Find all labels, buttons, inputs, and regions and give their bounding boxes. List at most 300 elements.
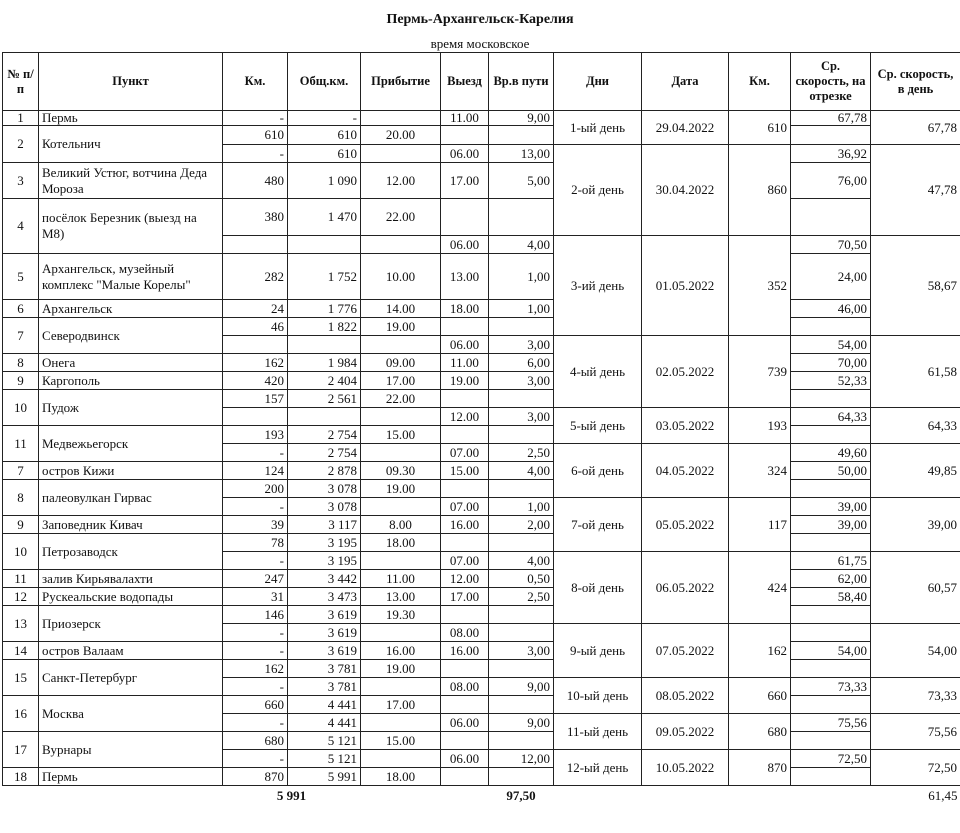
day-km: 860 — [729, 145, 791, 236]
day-label: 12-ый день — [554, 750, 642, 786]
point-name: Котельнич — [39, 126, 223, 163]
travel-time: 1,00 — [489, 254, 554, 300]
day-date: 04.05.2022 — [642, 444, 729, 498]
total-km-cell: 5 991 — [288, 768, 361, 786]
total-travel-time: 97,50 — [489, 786, 554, 806]
travel-time: 5,00 — [489, 163, 554, 199]
segment-km: 660 — [223, 696, 288, 714]
segment-km: - — [223, 714, 288, 732]
segment-speed: 75,56 — [791, 714, 871, 732]
arrival-time: 19.00 — [361, 480, 441, 498]
departure-time: 07.00 — [441, 444, 489, 462]
travel-time — [489, 606, 554, 624]
header-km: Км. — [223, 53, 288, 111]
arrival-time — [361, 336, 441, 354]
arrival-time: 19.30 — [361, 606, 441, 624]
total-km-cell: 1 090 — [288, 163, 361, 199]
arrival-time — [361, 714, 441, 732]
arrival-time — [361, 498, 441, 516]
total-km-cell: 3 619 — [288, 606, 361, 624]
point-number: 16 — [3, 696, 39, 732]
table-row — [3, 570, 960, 588]
arrival-time: 09.30 — [361, 462, 441, 480]
point-number: 3 — [3, 163, 39, 199]
day-label: 8-ой день — [554, 552, 642, 624]
departure-time: 16.00 — [441, 516, 489, 534]
total-km-cell: 3 781 — [288, 678, 361, 696]
point-number: 8 — [3, 480, 39, 516]
arrival-time: 11.00 — [361, 570, 441, 588]
segment-km: - — [223, 111, 288, 126]
total-km-cell: 2 561 — [288, 390, 361, 408]
day-label: 2-ой день — [554, 145, 642, 236]
total-km-cell: 2 754 — [288, 444, 361, 462]
day-date: 02.05.2022 — [642, 336, 729, 408]
table-row — [3, 588, 960, 606]
table-row — [3, 660, 960, 678]
point-name: остров Валаам — [39, 642, 223, 660]
day-km: 660 — [729, 678, 791, 714]
departure-time — [441, 660, 489, 678]
day-km: 117 — [729, 498, 791, 552]
point-name: Архангельск, музейный комплекс "Малые Корелы" — [39, 254, 223, 300]
departure-time: 06.00 — [441, 714, 489, 732]
header-total-km: Общ.км. — [288, 53, 361, 111]
segment-speed: 70,00 — [791, 354, 871, 372]
day-speed: 39,00 — [871, 498, 960, 552]
day-label: 1-ый день — [554, 111, 642, 145]
day-label: 10-ый день — [554, 678, 642, 714]
departure-time: 19.00 — [441, 372, 489, 390]
departure-time: 12.00 — [441, 570, 489, 588]
point-name: Великий Устюг, вотчина Деда Мороза — [39, 163, 223, 199]
arrival-time — [361, 236, 441, 254]
arrival-time — [361, 624, 441, 642]
segment-speed — [791, 390, 871, 408]
travel-time — [489, 534, 554, 552]
day-speed: 61,58 — [871, 336, 960, 408]
day-km: 680 — [729, 714, 791, 750]
segment-km: 870 — [223, 768, 288, 786]
day-speed: 73,33 — [871, 678, 960, 714]
travel-time — [489, 199, 554, 236]
segment-speed: 70,50 — [791, 236, 871, 254]
day-speed: 58,67 — [871, 236, 960, 336]
arrival-time: 16.00 — [361, 642, 441, 660]
arrival-time — [361, 145, 441, 163]
travel-time: 4,00 — [489, 462, 554, 480]
segment-speed: 62,00 — [791, 570, 871, 588]
travel-time: 1,00 — [489, 300, 554, 318]
table-row — [3, 300, 960, 318]
segment-speed: 46,00 — [791, 300, 871, 318]
departure-time: 08.00 — [441, 624, 489, 642]
travel-time — [489, 126, 554, 145]
total-km-cell: - — [288, 111, 361, 126]
segment-speed: 24,00 — [791, 254, 871, 300]
day-date: 29.04.2022 — [642, 111, 729, 145]
segment-speed: 61,75 — [791, 552, 871, 570]
header-arrival: Прибытие — [361, 53, 441, 111]
segment-km — [223, 236, 288, 254]
segment-speed — [791, 480, 871, 498]
segment-speed: 54,00 — [791, 642, 871, 660]
day-km: 610 — [729, 111, 791, 145]
day-label: 11-ый день — [554, 714, 642, 750]
point-name: остров Кижи — [39, 462, 223, 480]
departure-time: 18.00 — [441, 300, 489, 318]
document-title: Пермь-Архангельск-Карелия — [386, 12, 574, 27]
segment-speed: 54,00 — [791, 336, 871, 354]
departure-time — [441, 318, 489, 336]
total-km-cell: 610 — [288, 145, 361, 163]
travel-time: 4,00 — [489, 236, 554, 254]
table-row — [3, 354, 960, 372]
total-km-cell: 4 441 — [288, 696, 361, 714]
arrival-time: 10.00 — [361, 254, 441, 300]
travel-time: 9,00 — [489, 714, 554, 732]
segment-km: 380 — [223, 199, 288, 236]
arrival-time: 22.00 — [361, 390, 441, 408]
day-date: 07.05.2022 — [642, 624, 729, 678]
totals-row — [3, 786, 960, 806]
header-departure: Выезд — [441, 53, 489, 111]
segment-speed — [791, 696, 871, 714]
day-date: 01.05.2022 — [642, 236, 729, 336]
point-number: 18 — [3, 768, 39, 786]
day-km: 739 — [729, 336, 791, 408]
departure-time — [441, 732, 489, 750]
table-row — [3, 254, 960, 300]
total-km-cell: 2 404 — [288, 372, 361, 390]
travel-time — [489, 426, 554, 444]
point-name: Северодвинск — [39, 318, 223, 354]
point-name: Медвежьегорск — [39, 426, 223, 462]
arrival-time: 19.00 — [361, 660, 441, 678]
segment-speed: 39,00 — [791, 516, 871, 534]
segment-speed — [791, 426, 871, 444]
table-row — [3, 606, 960, 624]
day-date: 10.05.2022 — [642, 750, 729, 786]
average-speed: 61,45 — [871, 786, 960, 806]
segment-speed — [791, 534, 871, 552]
travel-time: 3,00 — [489, 408, 554, 426]
table-row — [3, 480, 960, 498]
day-label: 3-ий день — [554, 236, 642, 336]
total-km-cell: 3 078 — [288, 480, 361, 498]
point-name: Петрозаводск — [39, 534, 223, 570]
day-date: 05.05.2022 — [642, 498, 729, 552]
day-speed: 67,78 — [871, 111, 960, 145]
departure-time — [441, 696, 489, 714]
departure-time: 06.00 — [441, 750, 489, 768]
day-label: 7-ой день — [554, 498, 642, 552]
departure-time: 13.00 — [441, 254, 489, 300]
header-segment-speed: Ср. скорость, на отрезке — [791, 53, 871, 111]
table-row — [3, 126, 960, 145]
segment-km: - — [223, 145, 288, 163]
table-row — [3, 642, 960, 660]
point-name: Пермь — [39, 111, 223, 126]
arrival-time: 17.00 — [361, 696, 441, 714]
arrival-time: 09.00 — [361, 354, 441, 372]
segment-km: 31 — [223, 588, 288, 606]
travel-time: 2,50 — [489, 588, 554, 606]
header-date: Дата — [642, 53, 729, 111]
departure-time: 17.00 — [441, 163, 489, 199]
point-name: палеовулкан Гирвас — [39, 480, 223, 516]
day-date: 30.04.2022 — [642, 145, 729, 236]
day-speed: 49,85 — [871, 444, 960, 498]
travel-time — [489, 480, 554, 498]
table-row — [3, 768, 960, 786]
total-km-cell: 3 619 — [288, 642, 361, 660]
arrival-time: 17.00 — [361, 372, 441, 390]
itinerary-table — [2, 52, 960, 806]
table-row — [3, 516, 960, 534]
day-km: 162 — [729, 624, 791, 678]
segment-km — [223, 408, 288, 426]
day-km: 352 — [729, 236, 791, 336]
total-km-cell — [288, 408, 361, 426]
arrival-time — [361, 408, 441, 426]
departure-time — [441, 390, 489, 408]
arrival-time: 14.00 — [361, 300, 441, 318]
departure-time: 06.00 — [441, 336, 489, 354]
day-km: 424 — [729, 552, 791, 624]
arrival-time: 19.00 — [361, 318, 441, 336]
header-num: № п/п — [3, 53, 39, 111]
point-name: Заповедник Кивач — [39, 516, 223, 534]
departure-time — [441, 426, 489, 444]
segment-speed: 76,00 — [791, 163, 871, 199]
total-km-cell — [288, 336, 361, 354]
point-name: Пудож — [39, 390, 223, 426]
point-name: Пермь — [39, 768, 223, 786]
segment-km: - — [223, 444, 288, 462]
point-number: 4 — [3, 199, 39, 254]
departure-time: 16.00 — [441, 642, 489, 660]
point-name: Архангельск — [39, 300, 223, 318]
travel-time — [489, 696, 554, 714]
total-km-cell: 3 078 — [288, 498, 361, 516]
segment-km: 162 — [223, 354, 288, 372]
point-number: 13 — [3, 606, 39, 642]
table-row — [3, 163, 960, 199]
travel-time — [489, 732, 554, 750]
point-number: 7 — [3, 318, 39, 354]
day-date: 03.05.2022 — [642, 408, 729, 444]
point-number: 12 — [3, 588, 39, 606]
segment-speed — [791, 318, 871, 336]
departure-time — [441, 199, 489, 236]
segment-speed — [791, 126, 871, 145]
point-number: 17 — [3, 732, 39, 768]
table-row — [3, 318, 960, 336]
document-subtitle: время московское — [430, 36, 530, 51]
departure-time — [441, 768, 489, 786]
table-row — [3, 111, 960, 126]
segment-km: 157 — [223, 390, 288, 408]
total-km-cell: 4 441 — [288, 714, 361, 732]
departure-time — [441, 606, 489, 624]
segment-speed — [791, 768, 871, 786]
table-row — [3, 534, 960, 552]
departure-time: 12.00 — [441, 408, 489, 426]
travel-time — [489, 660, 554, 678]
arrival-time: 13.00 — [361, 588, 441, 606]
total-km-cell: 3 195 — [288, 534, 361, 552]
departure-time — [441, 534, 489, 552]
travel-time: 3,00 — [489, 372, 554, 390]
segment-km: 46 — [223, 318, 288, 336]
travel-time: 1,00 — [489, 498, 554, 516]
day-speed: 47,78 — [871, 145, 960, 236]
total-km-cell: 1 752 — [288, 254, 361, 300]
total-km-cell: 3 473 — [288, 588, 361, 606]
arrival-time: 18.00 — [361, 534, 441, 552]
point-name: Санкт-Петербург — [39, 660, 223, 696]
departure-time: 06.00 — [441, 145, 489, 163]
segment-speed: 36,92 — [791, 145, 871, 163]
table-row — [3, 372, 960, 390]
segment-km: 39 — [223, 516, 288, 534]
segment-km: - — [223, 678, 288, 696]
segment-km: 420 — [223, 372, 288, 390]
travel-time: 9,00 — [489, 111, 554, 126]
departure-time: 06.00 — [441, 236, 489, 254]
segment-speed: 72,50 — [791, 750, 871, 768]
day-speed: 60,57 — [871, 552, 960, 624]
travel-time — [489, 390, 554, 408]
departure-time: 11.00 — [441, 111, 489, 126]
day-km: 193 — [729, 408, 791, 444]
table-body — [3, 111, 960, 786]
total-km-cell: 3 781 — [288, 660, 361, 678]
departure-time — [441, 480, 489, 498]
travel-time: 6,00 — [489, 354, 554, 372]
day-speed: 75,56 — [871, 714, 960, 750]
segment-km: - — [223, 498, 288, 516]
table-row — [3, 199, 960, 236]
total-km-cell: 1 822 — [288, 318, 361, 336]
segment-km: - — [223, 750, 288, 768]
point-number: 14 — [3, 642, 39, 660]
arrival-time: 15.00 — [361, 426, 441, 444]
point-number: 15 — [3, 660, 39, 696]
arrival-time — [361, 552, 441, 570]
day-label: 4-ый день — [554, 336, 642, 408]
day-label: 9-ый день — [554, 624, 642, 678]
total-km-cell: 1 470 — [288, 199, 361, 236]
point-name: Каргополь — [39, 372, 223, 390]
day-km: 870 — [729, 750, 791, 786]
arrival-time: 22.00 — [361, 199, 441, 236]
arrival-time: 12.00 — [361, 163, 441, 199]
table-row — [3, 390, 960, 408]
segment-speed — [791, 624, 871, 642]
arrival-time — [361, 678, 441, 696]
segment-speed: 73,33 — [791, 678, 871, 696]
segment-km: 610 — [223, 126, 288, 145]
total-km-cell: 3 619 — [288, 624, 361, 642]
total-km-cell: 2 878 — [288, 462, 361, 480]
segment-km: 247 — [223, 570, 288, 588]
segment-km: 480 — [223, 163, 288, 199]
travel-time: 9,00 — [489, 678, 554, 696]
point-name: залив Кирьявалахти — [39, 570, 223, 588]
table-row — [3, 462, 960, 480]
point-name: Онега — [39, 354, 223, 372]
segment-speed: 39,00 — [791, 498, 871, 516]
day-date: 08.05.2022 — [642, 678, 729, 714]
travel-time: 2,50 — [489, 444, 554, 462]
segment-km: 282 — [223, 254, 288, 300]
departure-time: 07.00 — [441, 552, 489, 570]
segment-speed: 49,60 — [791, 444, 871, 462]
point-number: 11 — [3, 426, 39, 462]
segment-speed — [791, 660, 871, 678]
table-row — [3, 732, 960, 750]
segment-km: 124 — [223, 462, 288, 480]
departure-time: 15.00 — [441, 462, 489, 480]
segment-km: 200 — [223, 480, 288, 498]
day-speed: 72,50 — [871, 750, 960, 786]
point-name: Вурнары — [39, 732, 223, 768]
segment-km: 162 — [223, 660, 288, 678]
travel-time — [489, 768, 554, 786]
segment-km: 24 — [223, 300, 288, 318]
day-speed: 64,33 — [871, 408, 960, 444]
travel-time — [489, 624, 554, 642]
travel-time: 4,00 — [489, 552, 554, 570]
segment-km — [223, 336, 288, 354]
total-km-cell: 610 — [288, 126, 361, 145]
day-km: 324 — [729, 444, 791, 498]
segment-speed: 64,33 — [791, 408, 871, 426]
segment-speed: 67,78 — [791, 111, 871, 126]
point-number: 11 — [3, 570, 39, 588]
header-day-km: Км. — [729, 53, 791, 111]
arrival-time — [361, 750, 441, 768]
total-km-cell: 3 442 — [288, 570, 361, 588]
point-number: 9 — [3, 372, 39, 390]
table-row — [3, 696, 960, 714]
departure-time: 11.00 — [441, 354, 489, 372]
point-number: 8 — [3, 354, 39, 372]
arrival-time — [361, 444, 441, 462]
segment-km: 193 — [223, 426, 288, 444]
total-km-cell — [288, 236, 361, 254]
travel-time — [489, 318, 554, 336]
segment-km: - — [223, 624, 288, 642]
departure-time: 17.00 — [441, 588, 489, 606]
header-point: Пункт — [39, 53, 223, 111]
day-date: 09.05.2022 — [642, 714, 729, 750]
departure-time: 08.00 — [441, 678, 489, 696]
segment-km: - — [223, 642, 288, 660]
header-travel-time: Вр.в пути — [489, 53, 554, 111]
header-row — [3, 53, 960, 111]
point-number: 10 — [3, 534, 39, 570]
header-days: Дни — [554, 53, 642, 111]
arrival-time: 8.00 — [361, 516, 441, 534]
total-km-cell: 1 776 — [288, 300, 361, 318]
day-speed: 54,00 — [871, 624, 960, 678]
point-number: 10 — [3, 390, 39, 426]
total-km-cell: 2 754 — [288, 426, 361, 444]
departure-time — [441, 126, 489, 145]
